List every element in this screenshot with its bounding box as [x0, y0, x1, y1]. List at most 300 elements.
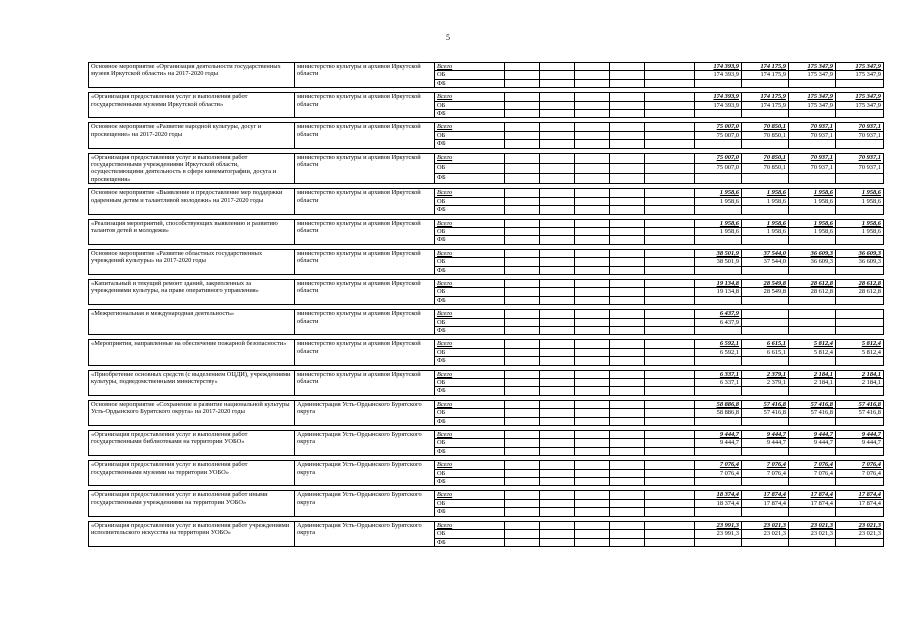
empty-cell: [540, 258, 575, 266]
amount-cell: 57 416,8: [836, 400, 884, 408]
funding-source: ФБ: [435, 417, 505, 425]
amount-cell: 6 437,9: [695, 310, 742, 318]
empty-cell: [645, 123, 695, 131]
table-row: [89, 521, 884, 529]
executor-name: министерство культуры и архивов Иркутской области: [295, 219, 435, 244]
amount-cell: 70 850,1: [742, 153, 789, 163]
empty-cell: [645, 530, 695, 538]
empty-cell: [540, 153, 575, 163]
amount-cell: [836, 79, 884, 87]
amount-cell: [695, 538, 742, 546]
empty-cell: [610, 447, 645, 455]
empty-cell: [645, 79, 695, 87]
empty-cell: [610, 110, 645, 118]
funding-source: Всего: [435, 279, 505, 287]
amount-cell: 174 175,9: [742, 93, 789, 101]
empty-cell: [645, 340, 695, 348]
empty-cell: [645, 71, 695, 79]
empty-cell: [645, 197, 695, 205]
empty-cell: [505, 340, 540, 348]
empty-cell: [540, 123, 575, 131]
empty-cell: [540, 431, 575, 439]
amount-cell: [789, 79, 836, 87]
empty-cell: [575, 521, 610, 529]
amount-cell: 23 021,3: [836, 521, 884, 529]
amount-cell: 175 347,9: [789, 63, 836, 71]
empty-cell: [505, 258, 540, 266]
amount-cell: 6 592,1: [695, 340, 742, 348]
amount-cell: [789, 508, 836, 516]
empty-cell: [540, 79, 575, 87]
amount-cell: [836, 206, 884, 214]
amount-cell: 57 416,8: [789, 400, 836, 408]
empty-cell: [540, 197, 575, 205]
empty-cell: [505, 296, 540, 304]
empty-cell: [610, 296, 645, 304]
amount-cell: 38 501,9: [695, 249, 742, 257]
empty-cell: [645, 189, 695, 197]
executor-name: Администрация Усть-Ордынского Бурятского округа: [295, 461, 435, 486]
empty-cell: [540, 206, 575, 214]
empty-cell: [540, 318, 575, 326]
empty-cell: [575, 153, 610, 163]
measure-name: «Организация предоставления услуг и выполнения работ государственными библиотеками на территории УОБО»: [89, 431, 295, 456]
amount-cell: 70 850,1: [742, 131, 789, 139]
amount-cell: 37 544,0: [742, 249, 789, 257]
amount-cell: 70 937,1: [836, 163, 884, 173]
executor-name: министерство культуры и архивов Иркутской области: [295, 340, 435, 365]
empty-cell: [575, 387, 610, 395]
funding-source: ФБ: [435, 296, 505, 304]
empty-cell: [610, 153, 645, 163]
amount-cell: [695, 417, 742, 425]
amount-cell: [836, 357, 884, 365]
empty-cell: [540, 447, 575, 455]
empty-cell: [575, 538, 610, 546]
measure-name: «Организация предоставления услуг и выполнения работ государственными музеями на территории УОБО»: [89, 461, 295, 486]
amount-cell: 2 184,1: [836, 370, 884, 378]
table-row: [89, 63, 884, 71]
empty-cell: [505, 379, 540, 387]
funding-source: ОБ: [435, 530, 505, 538]
empty-cell: [645, 400, 695, 408]
empty-cell: [505, 447, 540, 455]
amount-cell: 7 076,4: [836, 469, 884, 477]
amount-cell: 18 374,4: [695, 499, 742, 507]
amount-cell: 28 549,8: [742, 288, 789, 296]
amount-cell: [742, 110, 789, 118]
amount-cell: 5 812,4: [836, 348, 884, 356]
funding-source: Всего: [435, 340, 505, 348]
amount-cell: 57 416,8: [742, 409, 789, 417]
funding-source: ОБ: [435, 348, 505, 356]
empty-cell: [610, 310, 645, 318]
empty-cell: [610, 340, 645, 348]
empty-cell: [540, 93, 575, 101]
amount-cell: 75 007,0: [695, 163, 742, 173]
empty-cell: [645, 431, 695, 439]
empty-cell: [540, 236, 575, 244]
funding-source: Всего: [435, 521, 505, 529]
empty-cell: [575, 499, 610, 507]
empty-cell: [540, 379, 575, 387]
empty-cell: [575, 296, 610, 304]
amount-cell: 175 347,9: [836, 93, 884, 101]
empty-cell: [645, 499, 695, 507]
table-row: [89, 491, 884, 499]
empty-cell: [540, 461, 575, 469]
funding-source: ОБ: [435, 163, 505, 173]
executor-name: министерство культуры и архивов Иркутской области: [295, 123, 435, 148]
empty-cell: [540, 288, 575, 296]
empty-cell: [575, 400, 610, 408]
measure-name: «Организация предоставления услуг и выполнения работ государственными учреждениями Иркутской области, осуществляющими деятельность в сфере кинематографии, досуга и просвещения»: [89, 153, 295, 184]
amount-cell: [695, 79, 742, 87]
amount-cell: [789, 110, 836, 118]
amount-cell: [789, 140, 836, 148]
amount-cell: [789, 174, 836, 184]
empty-cell: [610, 227, 645, 235]
empty-cell: [610, 71, 645, 79]
empty-cell: [645, 249, 695, 257]
amount-cell: [695, 447, 742, 455]
empty-cell: [610, 288, 645, 296]
empty-cell: [610, 249, 645, 257]
amount-cell: 58 886,8: [695, 409, 742, 417]
amount-cell: 57 416,8: [742, 400, 789, 408]
amount-cell: 1 958,6: [695, 227, 742, 235]
empty-cell: [575, 370, 610, 378]
amount-cell: 75 007,0: [695, 131, 742, 139]
empty-cell: [540, 101, 575, 109]
amount-cell: [695, 326, 742, 334]
amount-cell: 5 812,4: [789, 340, 836, 348]
funding-source: Всего: [435, 370, 505, 378]
amount-cell: 17 874,4: [789, 499, 836, 507]
empty-cell: [645, 521, 695, 529]
amount-cell: 174 393,9: [695, 71, 742, 79]
amount-cell: 175 347,9: [789, 71, 836, 79]
amount-cell: [836, 387, 884, 395]
amount-cell: 174 393,9: [695, 101, 742, 109]
empty-cell: [610, 469, 645, 477]
empty-cell: [540, 63, 575, 71]
amount-cell: [836, 110, 884, 118]
empty-cell: [505, 63, 540, 71]
amount-cell: 9 444,7: [742, 439, 789, 447]
empty-cell: [575, 189, 610, 197]
amount-cell: 7 076,4: [789, 469, 836, 477]
amount-cell: 70 850,1: [742, 163, 789, 173]
empty-cell: [505, 508, 540, 516]
amount-cell: [742, 508, 789, 516]
empty-cell: [505, 400, 540, 408]
amount-cell: 9 444,7: [695, 439, 742, 447]
amount-cell: 23 021,3: [742, 521, 789, 529]
amount-cell: [789, 357, 836, 365]
amount-cell: [742, 447, 789, 455]
empty-cell: [505, 249, 540, 257]
funding-source: Всего: [435, 491, 505, 499]
empty-cell: [540, 249, 575, 257]
empty-cell: [575, 288, 610, 296]
funding-source: ОБ: [435, 499, 505, 507]
empty-cell: [540, 296, 575, 304]
funding-source: Всего: [435, 310, 505, 318]
empty-cell: [645, 461, 695, 469]
empty-cell: [540, 521, 575, 529]
empty-cell: [645, 357, 695, 365]
amount-cell: 7 076,4: [742, 469, 789, 477]
amount-cell: 70 937,1: [789, 153, 836, 163]
table-row: [89, 123, 884, 131]
funding-source: ОБ: [435, 469, 505, 477]
amount-cell: [836, 417, 884, 425]
measure-name: «Капитальный и текущий ремонт зданий, закрепленных за учреждениями культуры, на праве оперативного управления»: [89, 279, 295, 304]
amount-cell: 6 615,1: [742, 340, 789, 348]
amount-cell: 2 379,1: [742, 370, 789, 378]
empty-cell: [540, 357, 575, 365]
empty-cell: [505, 123, 540, 131]
empty-cell: [575, 110, 610, 118]
empty-cell: [505, 409, 540, 417]
amount-cell: 1 958,6: [836, 219, 884, 227]
amount-cell: 70 937,1: [836, 123, 884, 131]
amount-cell: [836, 310, 884, 318]
amount-cell: 23 021,3: [789, 530, 836, 538]
empty-cell: [645, 379, 695, 387]
empty-cell: [505, 206, 540, 214]
empty-cell: [610, 101, 645, 109]
empty-cell: [540, 340, 575, 348]
amount-cell: [836, 538, 884, 546]
empty-cell: [540, 387, 575, 395]
table-row: [89, 310, 884, 318]
amount-cell: 175 347,9: [789, 93, 836, 101]
empty-cell: [645, 236, 695, 244]
empty-cell: [505, 370, 540, 378]
amount-cell: [789, 326, 836, 334]
amount-cell: 28 612,8: [789, 279, 836, 287]
empty-cell: [540, 227, 575, 235]
empty-cell: [610, 491, 645, 499]
table-row: [89, 431, 884, 439]
executor-name: министерство культуры и архивов Иркутской области: [295, 153, 435, 184]
amount-cell: 9 444,7: [836, 431, 884, 439]
empty-cell: [610, 93, 645, 101]
amount-cell: [836, 236, 884, 244]
empty-cell: [575, 71, 610, 79]
empty-cell: [575, 227, 610, 235]
empty-cell: [610, 439, 645, 447]
amount-cell: 7 076,4: [695, 461, 742, 469]
amount-cell: 2 184,1: [789, 379, 836, 387]
amount-cell: [836, 318, 884, 326]
amount-cell: [742, 236, 789, 244]
funding-source: ОБ: [435, 439, 505, 447]
amount-cell: [695, 357, 742, 365]
empty-cell: [540, 163, 575, 173]
amount-cell: 1 958,6: [789, 227, 836, 235]
empty-cell: [610, 189, 645, 197]
empty-cell: [610, 461, 645, 469]
amount-cell: [695, 110, 742, 118]
amount-cell: 70 850,1: [742, 123, 789, 131]
funding-source: ФБ: [435, 140, 505, 148]
empty-cell: [645, 387, 695, 395]
amount-cell: 36 609,3: [789, 249, 836, 257]
amount-cell: 174 175,9: [742, 63, 789, 71]
empty-cell: [505, 310, 540, 318]
measure-name: Основное мероприятие «Организация деятельности государственных музеев Иркутской области» на 2017-2020 годы: [89, 63, 295, 88]
empty-cell: [575, 249, 610, 257]
empty-cell: [610, 478, 645, 486]
amount-cell: [742, 310, 789, 318]
measure-name: Основное мероприятие «Выявление и предоставление мер поддержки одаренным детям и талантливой молодежи» на 2017-2020 годы: [89, 189, 295, 214]
table-row: [89, 340, 884, 348]
amount-cell: 70 937,1: [789, 123, 836, 131]
amount-cell: [742, 387, 789, 395]
empty-cell: [575, 326, 610, 334]
empty-cell: [645, 310, 695, 318]
empty-cell: [540, 508, 575, 516]
empty-cell: [505, 174, 540, 184]
empty-cell: [645, 219, 695, 227]
empty-cell: [575, 174, 610, 184]
empty-cell: [645, 63, 695, 71]
empty-cell: [645, 478, 695, 486]
amount-cell: 36 609,3: [836, 258, 884, 266]
amount-cell: 1 958,6: [742, 227, 789, 235]
empty-cell: [610, 508, 645, 516]
empty-cell: [645, 206, 695, 214]
amount-cell: 2 379,1: [742, 379, 789, 387]
amount-cell: [742, 79, 789, 87]
amount-cell: 28 612,8: [836, 288, 884, 296]
amount-cell: 17 874,4: [836, 491, 884, 499]
amount-cell: [695, 206, 742, 214]
empty-cell: [575, 63, 610, 71]
funding-source: ОБ: [435, 101, 505, 109]
empty-cell: [505, 348, 540, 356]
empty-cell: [575, 439, 610, 447]
empty-cell: [540, 530, 575, 538]
amount-cell: 7 076,4: [789, 461, 836, 469]
empty-cell: [610, 387, 645, 395]
empty-cell: [505, 478, 540, 486]
empty-cell: [645, 93, 695, 101]
table-row: [89, 93, 884, 101]
funding-source: Всего: [435, 219, 505, 227]
empty-cell: [645, 491, 695, 499]
amount-cell: [742, 538, 789, 546]
empty-cell: [540, 110, 575, 118]
empty-cell: [540, 279, 575, 287]
amount-cell: [742, 296, 789, 304]
amount-cell: 1 958,6: [695, 197, 742, 205]
empty-cell: [540, 417, 575, 425]
amount-cell: 70 937,1: [789, 163, 836, 173]
amount-cell: 17 874,4: [789, 491, 836, 499]
empty-cell: [610, 140, 645, 148]
empty-cell: [505, 71, 540, 79]
funding-source: ОБ: [435, 131, 505, 139]
table-row: [89, 153, 884, 163]
amount-cell: [789, 417, 836, 425]
amount-cell: [836, 266, 884, 274]
empty-cell: [505, 189, 540, 197]
empty-cell: [540, 266, 575, 274]
executor-name: Администрация Усть-Ордынского Бурятского округа: [295, 491, 435, 516]
empty-cell: [645, 101, 695, 109]
amount-cell: [695, 174, 742, 184]
empty-cell: [575, 340, 610, 348]
empty-cell: [575, 491, 610, 499]
amount-cell: 70 937,1: [836, 153, 884, 163]
empty-cell: [610, 357, 645, 365]
empty-cell: [540, 538, 575, 546]
empty-cell: [575, 131, 610, 139]
amount-cell: 75 007,0: [695, 153, 742, 163]
amount-cell: 175 347,9: [836, 71, 884, 79]
amount-cell: 1 958,6: [789, 219, 836, 227]
empty-cell: [645, 140, 695, 148]
empty-cell: [505, 279, 540, 287]
empty-cell: [505, 101, 540, 109]
funding-source: Всего: [435, 431, 505, 439]
empty-cell: [645, 469, 695, 477]
amount-cell: [742, 417, 789, 425]
table-row: [89, 279, 884, 287]
amount-cell: [742, 266, 789, 274]
empty-cell: [505, 417, 540, 425]
amount-cell: [742, 206, 789, 214]
amount-cell: 175 347,9: [836, 101, 884, 109]
table-row: [89, 189, 884, 197]
table-row: [89, 219, 884, 227]
empty-cell: [610, 279, 645, 287]
empty-cell: [540, 140, 575, 148]
empty-cell: [645, 348, 695, 356]
empty-cell: [540, 219, 575, 227]
empty-cell: [645, 439, 695, 447]
amount-cell: 1 958,6: [742, 189, 789, 197]
empty-cell: [540, 499, 575, 507]
empty-cell: [610, 538, 645, 546]
empty-cell: [540, 348, 575, 356]
empty-cell: [540, 174, 575, 184]
amount-cell: [695, 140, 742, 148]
empty-cell: [505, 538, 540, 546]
empty-cell: [575, 461, 610, 469]
measure-name: «Организация предоставления услуг и выполнения работ иными государственными учреждениями на территории УОБО»: [89, 491, 295, 516]
empty-cell: [610, 431, 645, 439]
empty-cell: [610, 206, 645, 214]
amount-cell: 6 615,1: [742, 348, 789, 356]
funding-source: ОБ: [435, 318, 505, 326]
amount-cell: 23 991,3: [695, 521, 742, 529]
amount-cell: 7 076,4: [836, 461, 884, 469]
amount-cell: [695, 266, 742, 274]
funding-source: ОБ: [435, 379, 505, 387]
amount-cell: [742, 140, 789, 148]
empty-cell: [540, 439, 575, 447]
empty-cell: [645, 163, 695, 173]
empty-cell: [505, 219, 540, 227]
executor-name: министерство культуры и архивов Иркутской области: [295, 189, 435, 214]
empty-cell: [645, 227, 695, 235]
amount-cell: 36 609,3: [836, 249, 884, 257]
